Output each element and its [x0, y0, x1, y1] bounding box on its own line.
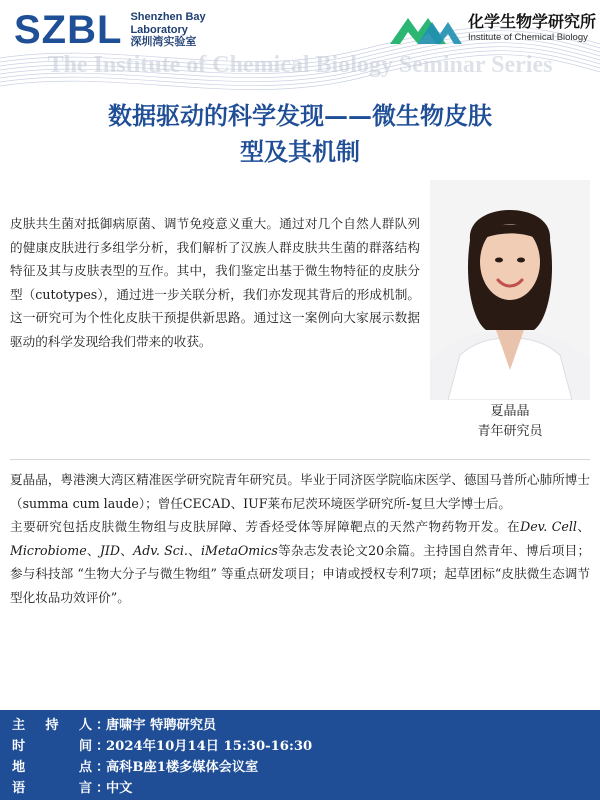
talk-title-line1: 数据驱动的科学发现——微生物皮肤 — [108, 101, 492, 130]
journal-separator: 、 — [86, 542, 100, 558]
seminar-series-watermark: The Institute of Chemical Biology Seminar Series — [47, 52, 553, 78]
szbl-logo-line2: Laboratory — [130, 23, 188, 36]
szbl-logo-line3: 深圳湾实验室 — [130, 36, 197, 49]
section-divider — [10, 459, 590, 460]
event-language-value: 中文 — [106, 781, 133, 796]
speaker-name: 夏晶晶 — [490, 404, 530, 419]
speaker-photo — [430, 180, 590, 400]
speaker-bio — [10, 468, 590, 610]
event-language-label: 语 言 — [12, 781, 92, 796]
icb-name-en: Institute of Chemical Biology — [468, 32, 588, 43]
speaker-title: 青年研究员 — [477, 424, 543, 439]
abstract: 皮肤共生菌对抵御病原菌、调节免疫意义重大。通过对几个自然人群队列的健康皮肤进行多组学分析，我们解析了汉族人群皮肤共生菌的群落结构特征及其与皮肤表型的互作。其中，我们鉴定出基于微生物特征的皮肤分型（cutotypes），通过进一步关联分析，我们亦发现其背后的形成机制。这一研究可为个性化皮肤干预提供新思路。通过这一案例向大家展示数据驱动的科学发现给我们带来的收获。 — [10, 216, 420, 349]
label-colon: ： — [96, 739, 110, 754]
event-place-label: 地 点 — [12, 760, 92, 775]
bio-paragraph-1: 夏晶晶，粤港澳大湾区精准医学研究院青年研究员。毕业于同济医学院临床医学、德国马普所心肺所博士（summa cum laude）；曾任CECAD、IUF莱布尼茨环境医学研究所-复旦大学博士后。 — [10, 472, 590, 511]
journal-name: Adv. Sci. — [133, 542, 188, 558]
header — [0, 0, 600, 110]
event-time-label: 时 间 — [12, 739, 92, 754]
szbl-logo — [14, 10, 206, 50]
label-colon: ： — [96, 718, 110, 733]
journal-separator: 、 — [187, 542, 202, 558]
icb-logo — [388, 8, 596, 48]
journal-name: Microbiome — [10, 542, 87, 558]
talk-title-line2: 型及其机制 — [240, 137, 360, 166]
bio-research-details: 等杂志发表论文20余篇。主持国自然青年、博后项目；参与科技部 “生物大分子与微生物组” 等重点研发项目；申请或授权专利7项；起草团标“皮肤微生态调节型化妆品功效评价”。 — [10, 542, 591, 605]
szbl-logo-mark: SZBL — [14, 8, 123, 52]
event-info-footer — [0, 710, 600, 800]
label-colon: ： — [96, 760, 110, 775]
icb-name-cn: 化学生物学研究所 — [468, 12, 597, 31]
event-time-value: 2024年10月14日 15:30-16:30 — [106, 739, 313, 754]
szbl-logo-text — [130, 11, 205, 49]
bio-paragraph-2 — [10, 515, 590, 609]
event-place-value: 高科B座1楼多媒体会议室 — [106, 760, 259, 775]
journal-name: Dev. Cell — [520, 519, 577, 535]
event-place-row — [12, 757, 600, 778]
label-colon: ： — [96, 781, 110, 796]
journal-name: iMetaOmics — [201, 542, 278, 558]
szbl-logo-line1: Shenzhen Bay — [130, 11, 206, 24]
event-time-row — [12, 736, 600, 757]
talk-title — [20, 98, 580, 170]
event-host-label: 主 持 人 — [12, 718, 92, 733]
icb-logo-icon — [388, 8, 464, 48]
journal-separator: 、 — [576, 519, 591, 535]
event-host-row — [12, 715, 600, 736]
event-host-value: 唐啸宇 特聘研究员 — [106, 718, 217, 733]
journal-separator: 、 — [119, 542, 134, 558]
bio-research-intro: 主要研究包括皮肤微生物组与皮肤屏障、芳香烃受体等屏障靶点的天然产物药物开发。在 — [10, 519, 521, 535]
event-language-row — [12, 778, 600, 799]
journal-name: JID — [99, 542, 120, 558]
